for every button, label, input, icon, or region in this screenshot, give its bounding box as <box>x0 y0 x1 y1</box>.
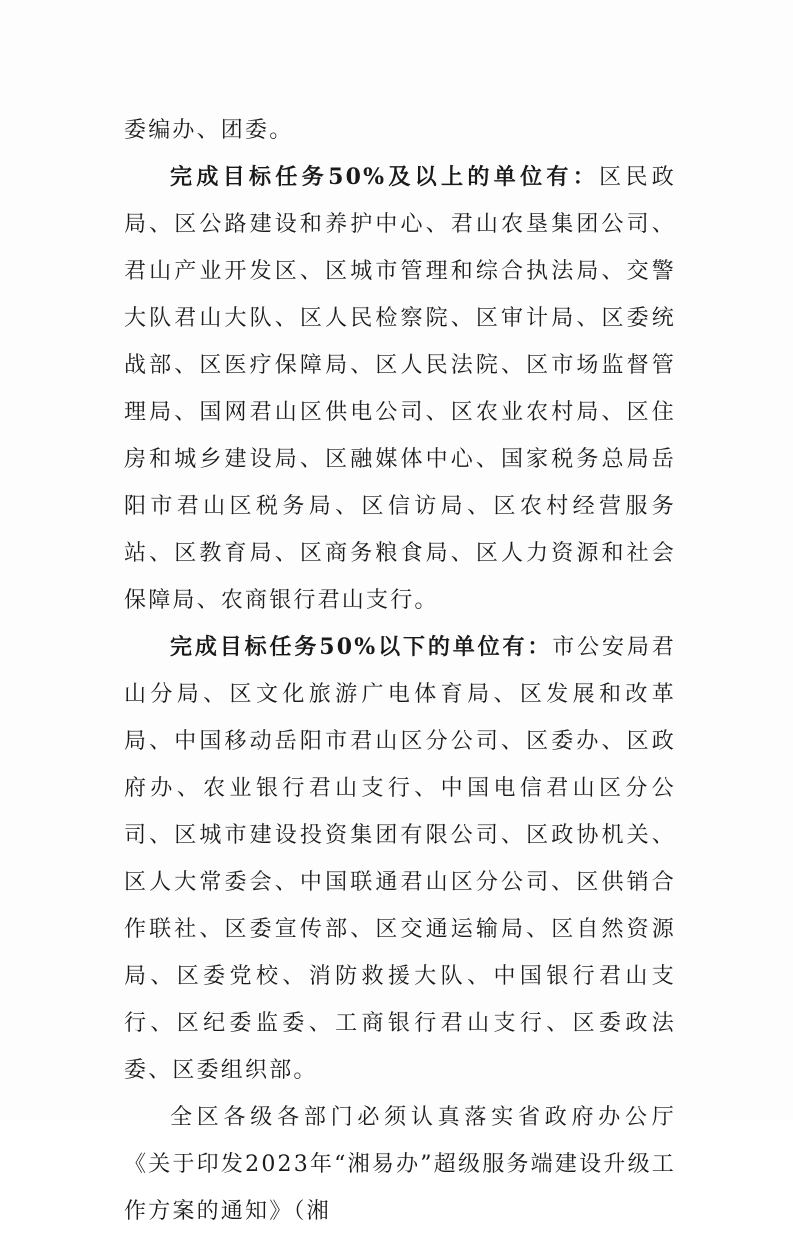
paragraph-text: 全区各级各部门必须认真落实省政府办公厅《关于印发2023年“湘易办”超级服务端建设升级工作方案的通知》（湘 <box>124 1105 676 1224</box>
paragraph-lead: 完成目标任务50%以下的单位有： <box>170 634 553 660</box>
document-body <box>124 107 676 1235</box>
paragraph-text: 委编办、团委。 <box>124 118 294 143</box>
paragraph-continuation <box>124 107 676 154</box>
paragraph-requirement <box>124 1094 676 1235</box>
paragraph-completed-below-50 <box>124 624 676 1094</box>
paragraph-completed-50-plus <box>124 154 676 624</box>
paragraph-lead: 完成目标任务50%及以上的单位有： <box>170 164 600 190</box>
paragraph-text: 区民政局、区公路建设和养护中心、君山农垦集团公司、君山产业开发区、区城市管理和综合执法局、交警大队君山大队、区人民检察院、区审计局、区委统战部、区医疗保障局、区人民法院、区市场监督管理局、国网君山区供电公司、区农业农村局、区住房和城乡建设局、区融媒体中心、国家税务总局岳阳市君山区税务局、区信访局、区农村经营服务站、区教育局、区商务粮食局、区人力资源和社会保障局、农商银行君山支行。 <box>124 165 677 613</box>
paragraph-text: 市公安局君山分局、区文化旅游广电体育局、区发展和改革局、中国移动岳阳市君山区分公司、区委办、区政府办、农业银行君山支行、中国电信君山区分公司、区城市建设投资集团有限公司、区政协机关、区人大常委会、中国联通君山区分公司、区供销合作联社、区委宣传部、区交通运输局、区自然资源局、区委党校、消防救援大队、中国银行君山支行、区纪委监委、工商银行君山支行、区委政法委、区委组织部。 <box>124 635 676 1083</box>
